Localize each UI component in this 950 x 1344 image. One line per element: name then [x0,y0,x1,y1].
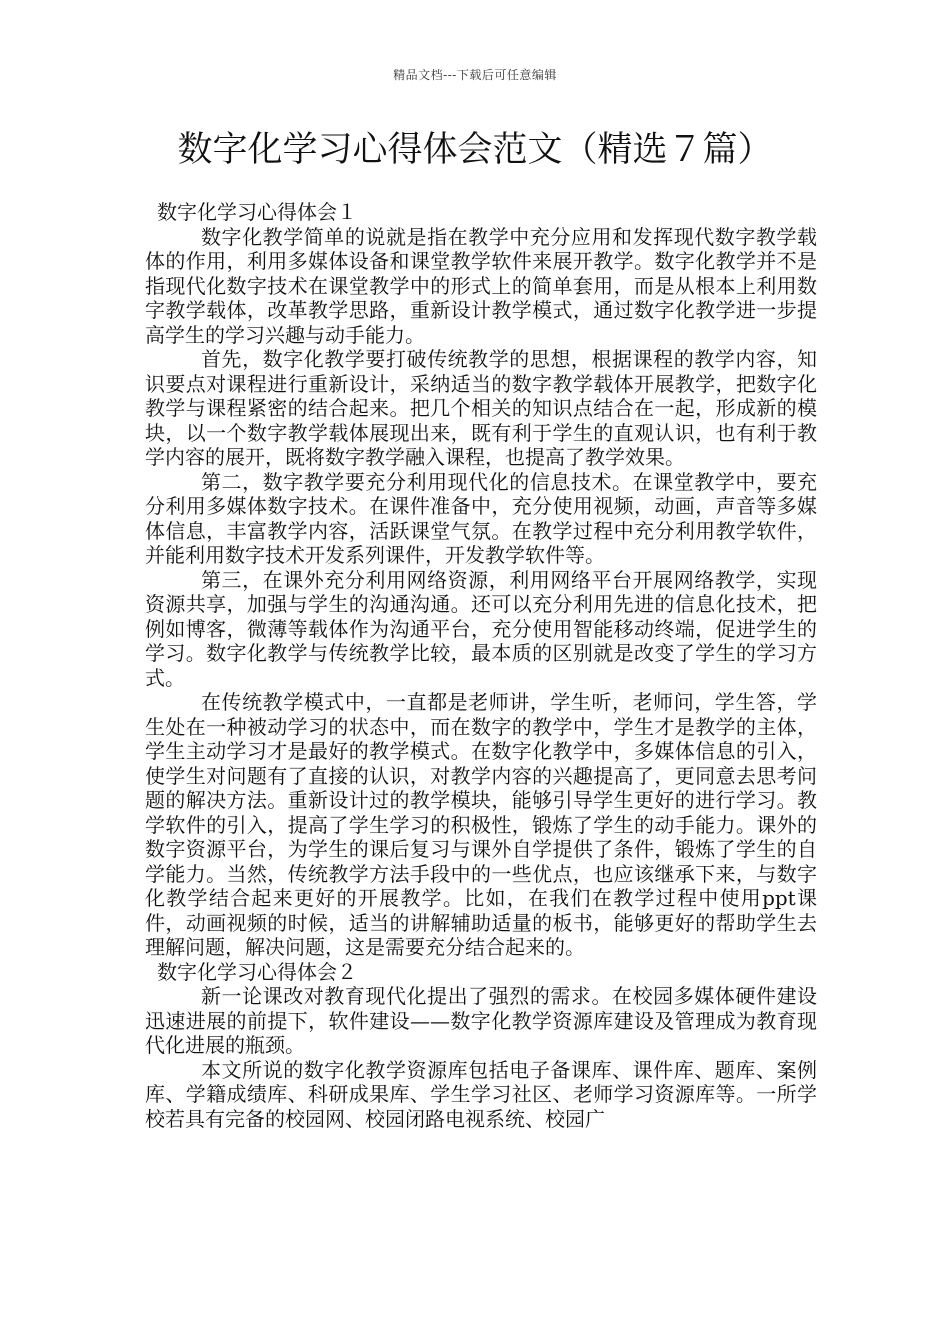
document-title: 数字化学习心得体会范文（精选７篇） [177,130,773,170]
header-note: 精品文档---下载后可任意编辑 [393,68,557,82]
section-heading: 数字化学习心得体会２ [157,959,357,984]
paragraph: 数字化教学简单的说就是指在教学中充分应用和发挥现代数字教学载体的作用，利用多媒体设备和课堂教学软件来展开教学。数字化教学并不是指现代化数字技术在课堂教学中的形式上的简单套用，而是从根本上利用数字教学载体，改革教学思路，重新设计教学模式，通过数字化教学进一步提高学生的学习兴趣与动手能力。 [145,224,817,347]
paragraph: 首先，数字化教学要打破传统教学的思想，根据课程的教学内容，知识要点对课程进行重新设计，采纳适当的数字教学载体开展教学，把数字化教学与课程紧密的结合起来。把几个相关的知识点结合在一起，形成新的模块，以一个数字教学载体展现出来，既有利于学生的直观认识，也有利于教学内容的展开，既将数字教学融入课程，也提高了教学效果。 [145,347,817,469]
document-body [145,200,817,1131]
paragraph: 本文所说的数字化教学资源库包括电子备课库、课件库、题库、案例库、学籍成绩库、科研成果库、学生学习社区、老师学习资源库等。一所学校若具有完备的校园网、校园闭路电视系统、校园广 [145,1057,817,1131]
paragraph: 在传统教学模式中，一直都是老师讲，学生听，老师问，学生答，学生处在一种被动学习的状态中，而在数字的教学中，学生才是教学的主体，学生主动学习才是最好的教学模式。在数字化教学中，多媒体信息的引入，使学生对问题有了直接的认识，对教学内容的兴趣提高了，更同意去思考问题的解决方法。重新设计过的教学模块，能够引导学生更好的进行学习。教学软件的引入，提高了学生学习的积极性，锻炼了学生的动手能力。课外的数字资源平台，为学生的课后复习与课外自学提供了条件，锻炼了学生的自学能力。当然，传统教学方法手段中的一些优点，也应该继承下来，与数字化教学结合起来更好的开展教学。比如，在我们在教学过程中使用ppt课件，动画视频的时候，适当的讲解辅助适量的板书，能够更好的帮助学生去理解问题，解决问题，这是需要充分结合起来的。 [145,690,817,959]
paragraph: 第三，在课外充分利用网络资源，利用网络平台开展网络教学，实现资源共享，加强与学生的沟通沟通。还可以充分利用先进的信息化技术，把例如博客，微薄等载体作为沟通平台，充分使用智能移动终端，促进学生的学习。数字化教学与传统教学比较，最本质的区别就是改变了学生的学习方式。 [145,567,817,690]
paragraph: 第二，数字教学要充分利用现代化的信息技术。在课堂教学中，要充分利用多媒体数字技术。在课件准备中，充分使用视频，动画，声音等多媒体信息，丰富教学内容，活跃课堂气氛。在教学过程中充分利用教学软件，并能利用数字技术开发系列课件，开发教学软件等。 [145,469,817,567]
section-heading: 数字化学习心得体会１ [157,200,357,224]
paragraph: 新一论课改对教育现代化提出了强烈的需求。在校园多媒体硬件建设迅速进展的前提下，软件建设——数字化教学资源库建设及管理成为教育现代化进展的瓶颈。 [145,984,817,1057]
